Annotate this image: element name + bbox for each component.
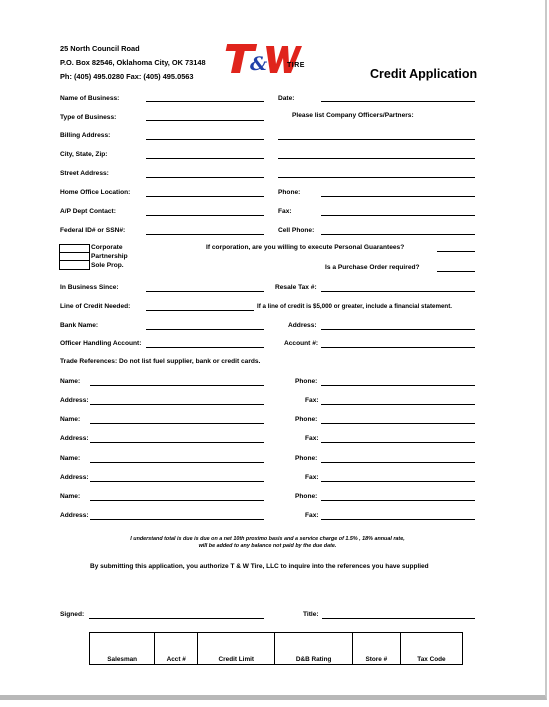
- col-store-number[interactable]: Store #: [352, 633, 400, 665]
- col-acct-number[interactable]: Acct #: [155, 633, 198, 665]
- checkbox-corporate[interactable]: [60, 245, 89, 253]
- input-bank-name[interactable]: [146, 329, 264, 330]
- authorization-statement: By submitting this application, you authorize T & W Tire, LLC to inquire into the references you have supplied: [90, 563, 429, 570]
- input-resale-tax[interactable]: [321, 291, 475, 292]
- svg-text:&: &: [250, 53, 268, 75]
- input-officer-3[interactable]: [278, 177, 475, 178]
- label-purchase-order: Is a Purchase Order required?: [325, 264, 420, 271]
- checkbox-partnership[interactable]: [60, 253, 89, 261]
- label-name-of-business: Name of Business:: [60, 95, 120, 102]
- input-ref1-fax[interactable]: [321, 404, 475, 405]
- input-city-state-zip[interactable]: [146, 158, 264, 159]
- label-ref4-phone: Phone:: [295, 493, 318, 500]
- business-type-checkboxes: [59, 244, 90, 270]
- label-corporate: Corporate: [91, 244, 123, 251]
- label-officer-handling: Officer Handling Account:: [60, 340, 142, 347]
- input-street-address[interactable]: [146, 177, 264, 178]
- checkbox-sole-prop[interactable]: [60, 261, 89, 269]
- label-resale-tax: Resale Tax #:: [275, 284, 317, 291]
- label-partnership: Partnership: [91, 253, 128, 260]
- input-fax[interactable]: [321, 215, 475, 216]
- table-row: [90, 633, 463, 665]
- label-sole-prop: Sole Prop.: [91, 262, 124, 269]
- input-ref1-name[interactable]: [90, 385, 264, 386]
- input-ref3-address[interactable]: [90, 481, 264, 482]
- input-ref4-address[interactable]: [90, 519, 264, 520]
- label-date: Date:: [278, 95, 295, 102]
- label-account-number: Account #:: [284, 340, 319, 347]
- label-signed: Signed:: [60, 611, 85, 618]
- label-line-of-credit: Line of Credit Needed:: [60, 303, 131, 310]
- company-phone-fax: Ph: (405) 495.0280 Fax: (405) 495.0563: [60, 72, 194, 81]
- label-fax: Fax:: [278, 208, 292, 215]
- terms-note: [60, 536, 475, 550]
- label-type-of-business: Type of Business:: [60, 114, 117, 121]
- col-credit-limit[interactable]: Credit Limit: [198, 633, 275, 665]
- input-date[interactable]: [321, 101, 475, 102]
- input-line-of-credit[interactable]: [146, 310, 254, 311]
- trade-references-heading: Trade References: Do not list fuel supplier, bank or credit cards.: [60, 358, 261, 365]
- input-ref2-name[interactable]: [90, 423, 264, 424]
- label-ref1-phone: Phone:: [295, 378, 318, 385]
- label-ref1-name: Name:: [60, 378, 81, 385]
- input-officer-2[interactable]: [278, 158, 475, 159]
- col-db-rating[interactable]: D&B Rating: [275, 633, 352, 665]
- company-address-line2: P.O. Box 82546, Oklahoma City, OK 73148: [60, 58, 206, 67]
- label-bank-name: Bank Name:: [60, 322, 99, 329]
- label-ref3-fax: Fax:: [305, 474, 319, 481]
- office-use-table: [89, 632, 463, 665]
- input-signed[interactable]: [89, 618, 264, 619]
- label-ref3-phone: Phone:: [295, 455, 318, 462]
- input-ref4-fax[interactable]: [321, 519, 475, 520]
- form-title: Credit Application: [370, 67, 478, 81]
- label-title: Title:: [303, 611, 319, 618]
- company-logo: [224, 40, 314, 78]
- input-cell-phone[interactable]: [321, 234, 475, 235]
- input-title[interactable]: [322, 618, 475, 619]
- label-ap-dept-contact: A/P Dept Contact:: [60, 208, 116, 215]
- label-ref4-address: Address:: [60, 512, 89, 519]
- input-ref3-name[interactable]: [90, 462, 264, 463]
- input-ref2-address[interactable]: [90, 442, 264, 443]
- input-ref4-name[interactable]: [90, 500, 264, 501]
- terms-note-line2: will be added to any balance not paid by the due date.: [198, 543, 337, 549]
- input-phone[interactable]: [321, 196, 475, 197]
- input-ref4-phone[interactable]: [321, 500, 475, 501]
- col-tax-code[interactable]: Tax Code: [400, 633, 462, 665]
- input-bank-address[interactable]: [321, 329, 475, 330]
- label-city-state-zip: City, State, Zip:: [60, 151, 108, 158]
- label-bank-address: Address:: [288, 322, 317, 329]
- input-in-business-since[interactable]: [146, 291, 264, 292]
- input-officer-handling[interactable]: [146, 347, 264, 348]
- col-salesman[interactable]: Salesman: [90, 633, 155, 665]
- label-billing-address: Billing Address:: [60, 132, 111, 139]
- label-ref2-fax: Fax:: [305, 435, 319, 442]
- tw-logo-icon: [224, 40, 314, 78]
- label-ref2-address: Address:: [60, 435, 89, 442]
- input-ap-dept-contact[interactable]: [146, 215, 264, 216]
- label-financial-statement: If a line of credit is $5,000 or greater, include a financial statement.: [257, 303, 452, 310]
- label-ref4-fax: Fax:: [305, 512, 319, 519]
- input-ref3-fax[interactable]: [321, 481, 475, 482]
- input-personal-guarantees[interactable]: [437, 251, 475, 252]
- company-address-line1: 25 North Council Road: [60, 44, 140, 53]
- input-home-office-location[interactable]: [146, 196, 264, 197]
- label-ref2-phone: Phone:: [295, 416, 318, 423]
- logo-tire-text: TIRE: [287, 62, 305, 69]
- input-ref1-phone[interactable]: [321, 385, 475, 386]
- terms-note-line1: I understand total is due is due on a net 10th proximo basis and a service charge of 1.5% , 18% annual rate,: [130, 536, 405, 542]
- label-ref1-fax: Fax:: [305, 397, 319, 404]
- input-purchase-order[interactable]: [437, 271, 475, 272]
- input-type-of-business[interactable]: [146, 120, 264, 121]
- label-federal-id: Federal ID# or SSN#:: [60, 227, 126, 234]
- label-ref3-name: Name:: [60, 455, 81, 462]
- label-cell-phone: Cell Phone:: [278, 227, 315, 234]
- input-ref2-fax[interactable]: [321, 442, 475, 443]
- input-officer-1[interactable]: [278, 139, 475, 140]
- input-ref3-phone[interactable]: [321, 462, 475, 463]
- input-account-number[interactable]: [321, 347, 475, 348]
- input-billing-address[interactable]: [146, 139, 264, 140]
- input-name-of-business[interactable]: [146, 101, 264, 102]
- input-ref2-phone[interactable]: [321, 423, 475, 424]
- label-ref3-address: Address:: [60, 474, 89, 481]
- input-ref1-address[interactable]: [90, 404, 264, 405]
- input-federal-id[interactable]: [146, 234, 264, 235]
- label-ref2-name: Name:: [60, 416, 81, 423]
- label-street-address: Street Address:: [60, 170, 109, 177]
- label-home-office-location: Home Office Location:: [60, 189, 131, 196]
- label-phone: Phone:: [278, 189, 301, 196]
- label-ref1-address: Address:: [60, 397, 89, 404]
- label-ref4-name: Name:: [60, 493, 81, 500]
- label-officers-note: Please list Company Officers/Partners:: [292, 112, 414, 119]
- label-in-business-since: In Business Since:: [60, 284, 119, 291]
- label-personal-guarantees: If corporation, are you willing to execute Personal Guarantees?: [206, 244, 405, 251]
